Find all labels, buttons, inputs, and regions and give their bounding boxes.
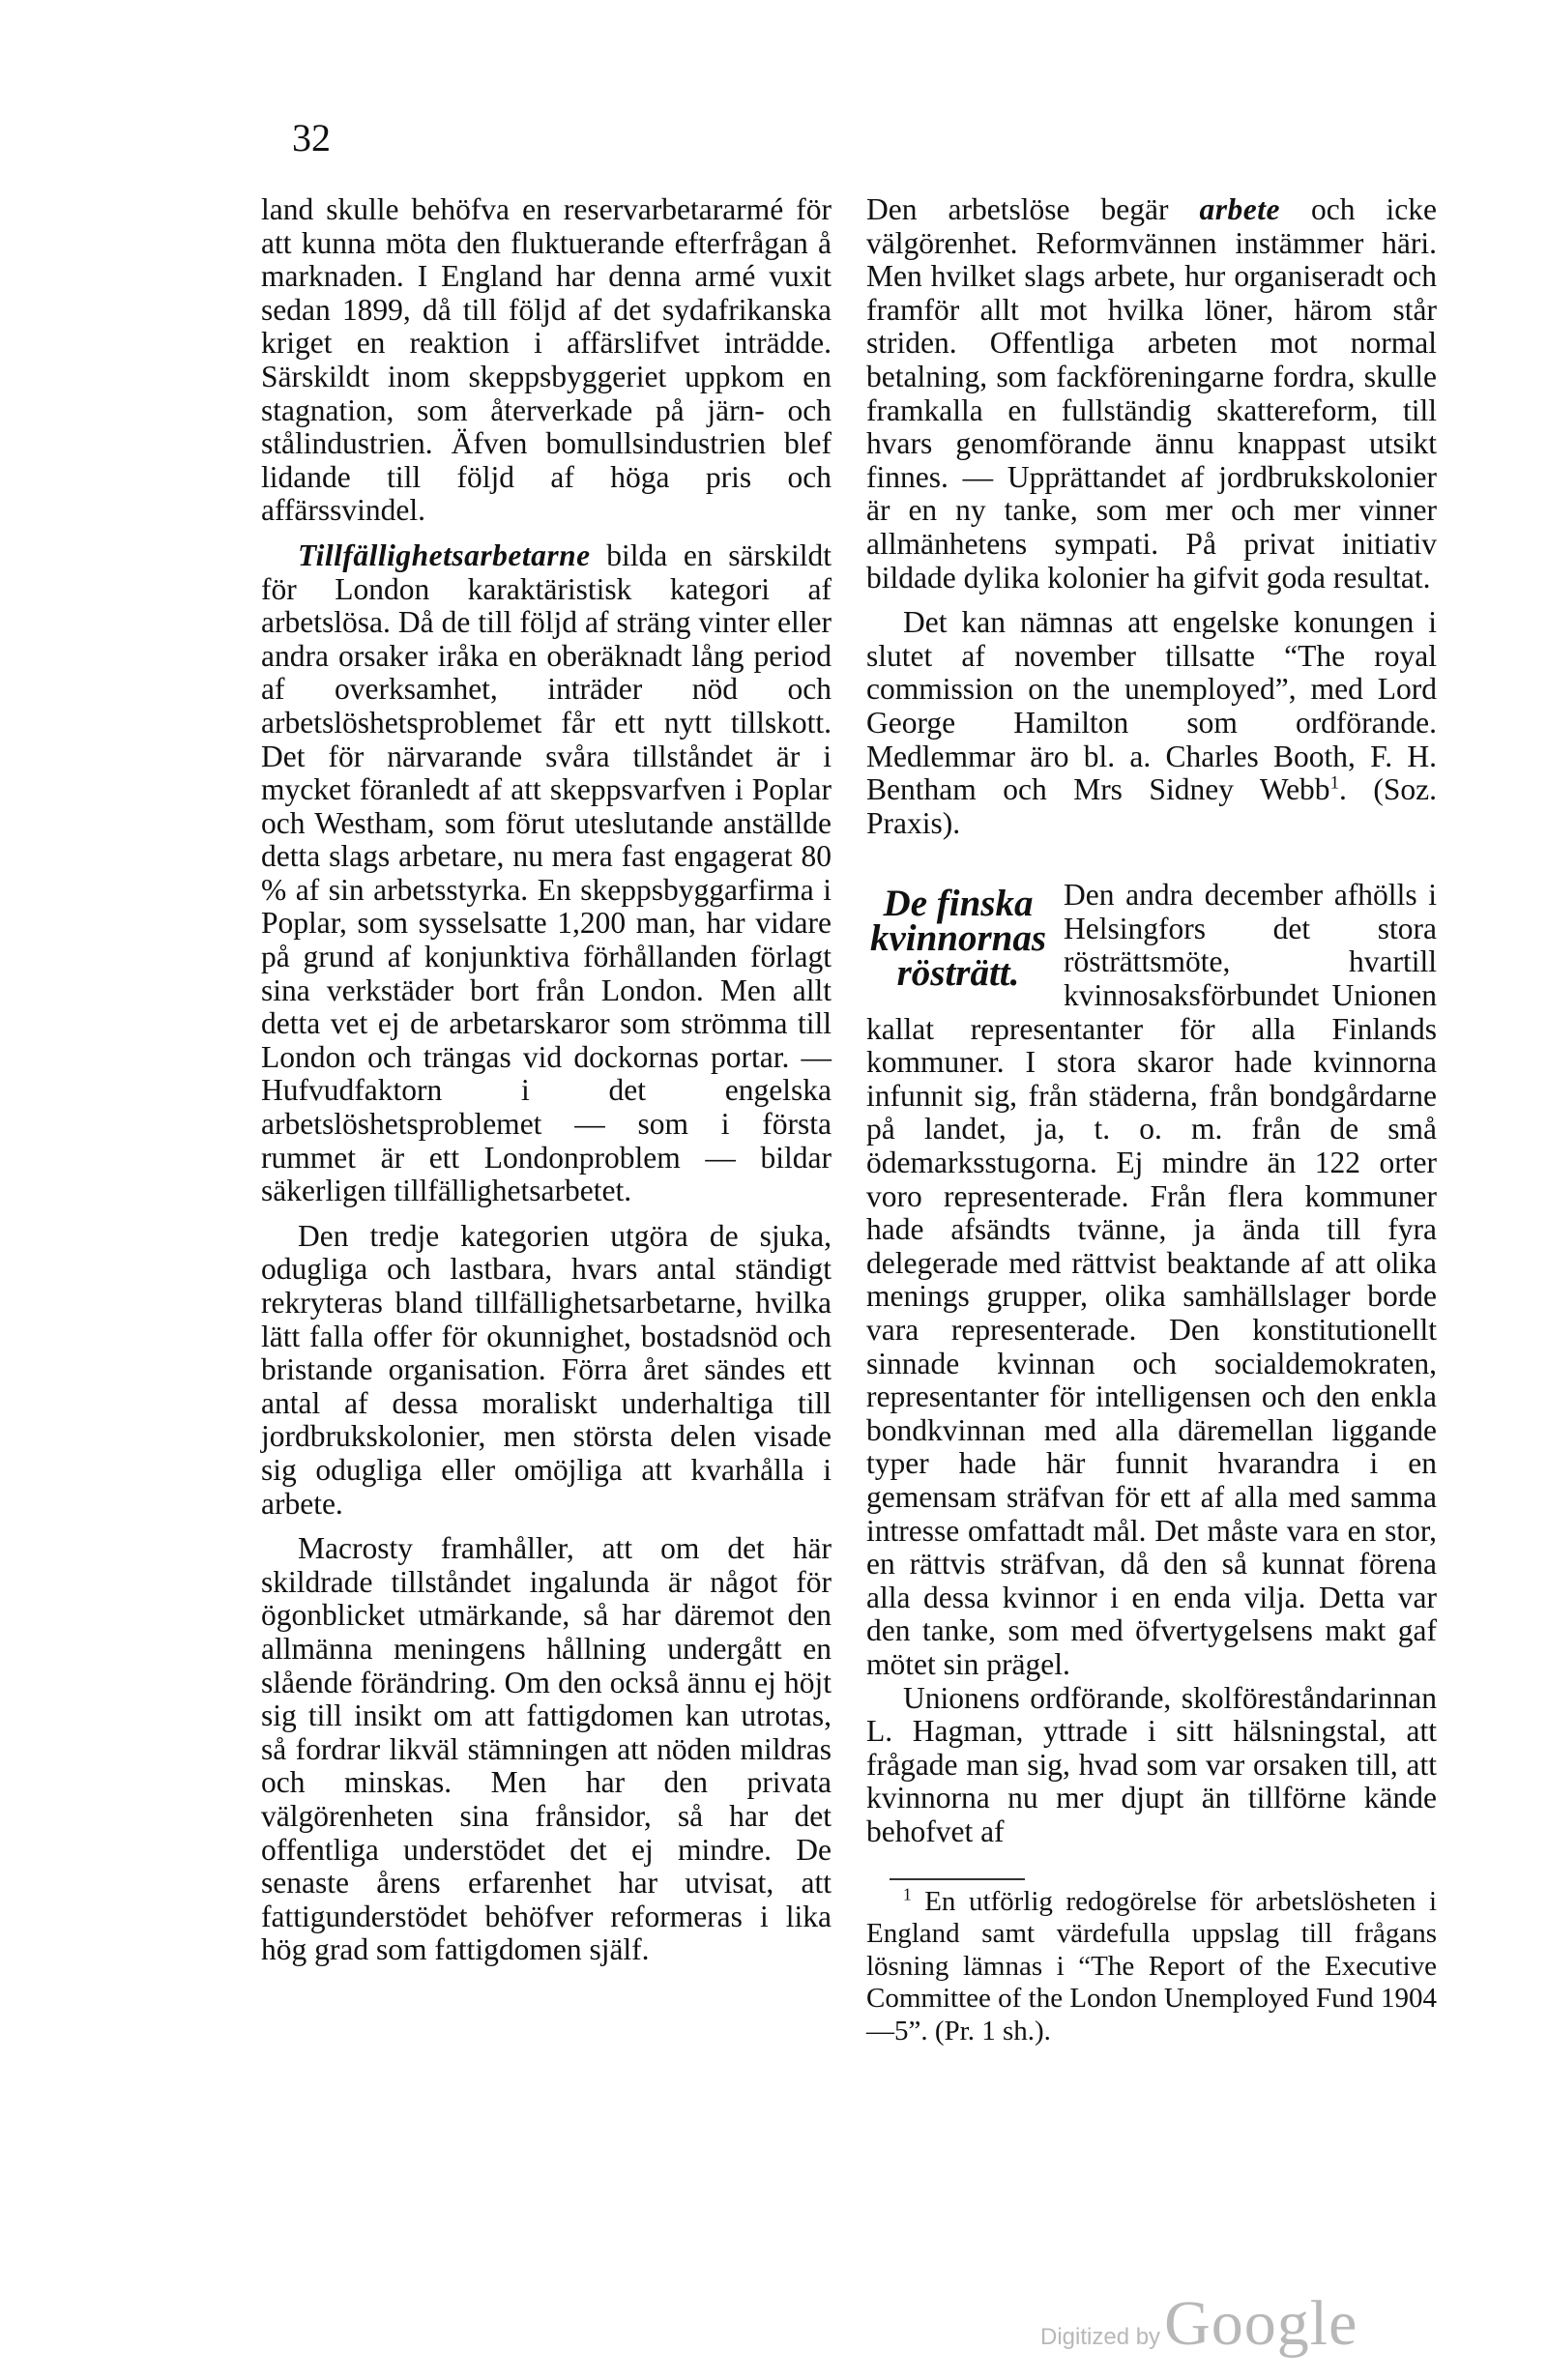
digitized-by-watermark xyxy=(1040,2287,1357,2361)
left-column xyxy=(261,193,832,1967)
right-column xyxy=(866,193,1437,2047)
footnote-divider xyxy=(890,1878,1025,1880)
side-heading-line: rösträtt. xyxy=(896,952,1020,995)
side-heading-line: De finska xyxy=(883,883,1034,925)
watermark-prefix: Digitized by xyxy=(1040,2324,1161,2350)
paragraph-royal-commission xyxy=(866,606,1437,840)
side-heading-line: kvinnornas xyxy=(869,917,1047,960)
paragraph-macrosty: Macrosty framhåller, att om det här skildrade tillståndet ingalunda är något för ögonblicket utmärkande, så har däremot den allmänna meningens hållning undergått en slående förändring. Om den också ännu ej höjt sig till insikt om att fattigdomen kan utrotas, så fordrar likväl stämningen att nöden mildras och minskas. Men har den privata välgörenheten sina frånsidor, så har det offentliga understödet det ej mindre. De senaste årens erfarenhet har utvisat, att fattigunderstödet behöfver reformeras i lika hög grad som fattigdomen själf. xyxy=(261,1531,832,1967)
emphasis-casual-workers: Tillfällighetsarbetarne xyxy=(298,537,591,572)
paragraph-unemployed-work xyxy=(866,193,1437,595)
text-run: . (Soz. Praxis). xyxy=(866,772,1437,840)
paragraph-helsinki-meeting: Den andra december afhölls i Helsingfors det stora rösträttsmöte, hvartill kvinnosaksförbundet Unionen kallat representanter för alla Finlands kommuner. I stora skaror hade kvinnorna infunnit sig, från städerna, från bondgårdarne på landet, ja, t. o. m. från de små ödemarksstugorna. Ej mindre än 122 orter voro representerade. Från flera kommuner hade afsändts tvänne, ja ända till fyra delegerade med rättvist beaktande af att olika menings grupper, olika samhällslager borde vara representerade. Den konstitutionellt sinnade kvinnan och socialdemokraten, representanter för intelligensen och den enkla bondkvinnan med alla däremellan liggande typer hade här funnit hvarandra i en gemensam sträfvan för ett af alla med samma intresse omfattadt mål. Det måste vara en stor, en rättvis sträfvan, då den så kunnat förena alla dessa kvinnor i en enda vilja. Detta var den tanke, som med öfvertygelsens makt gaf mötet sin prägel. xyxy=(866,878,1437,1681)
section-finnish-suffrage xyxy=(866,879,1437,1681)
paragraph-hagman-speech: Unionens ordförande, skolföreståndarinnan L. Hagman, yttrade i sitt hälsningstal, att frågade man sig, hvad som var orsaken till, att kvinnorna nu mer djupt än tillförne kände behofvet af xyxy=(866,1680,1437,1848)
text-run: och icke välgörenhet. Reformvännen instämmer häri. Men hvilket slags arbete, hur organiseradt och framför allt mot hvilka löner, härom står striden. Offentliga arbeten mot normal betalning, som fackföreningarne fordra, skulle framkalla en fullständig skattereform, till hvars genomförande ännu knappast utsikt finnes. — Upprättandet af jordbrukskolonier är en ny tanke, som mer och mer vinner allmänhetens sympati. På privat initiativ bildade dylika kolonier ha gifvit goda resultat. xyxy=(866,192,1437,595)
side-heading xyxy=(866,883,1050,995)
google-logo: Google xyxy=(1164,2288,1358,2359)
paragraph-reserve-army: land skulle behöfva en reservarbetararmé för att kunna möta den fluktuerande efterfrågan å marknaden. I England har denna armé vuxit sedan 1899, då till följd af det sydafrikanska kriget en reaktion i affärslifvet inträdde. Särskildt inom skeppsbyggeriet uppkom en stagnation, som återverkade på järn- och stålindustrien. Äfven bomullsindustrien blef lidande till följd af höga pris och affärssvindel. xyxy=(261,192,832,528)
footnote-marker: 1 xyxy=(903,1883,912,1903)
text-run: Den arbetslöse begär xyxy=(866,192,1200,226)
text-run: Det kan nämnas att engelske konungen i slutet af november tillsatte “The royal commission on the unemployed”, med Lord George Hamilton som ordförande. Medlemmar äro bl. a. Charles Booth, F. H. Bentham och Mrs Sidney Webb xyxy=(866,605,1437,807)
footnote-reference: 1 xyxy=(1329,772,1340,794)
paragraph-casual-workers xyxy=(261,539,832,1208)
paragraph-third-category: Den tredje kategorien utgöra de sjuka, odugliga och lastbara, hvars antal ständigt rekryteras bland tillfällighetsarbetarne, hvilka lätt falla offer för okunnighet, bostadsnöd och bristande organisation. Förra året sändes ett antal af dessa moraliskt underhaltiga till jordbrukskolonier, men största delen visade sig odugliga eller omöjliga att kvarhålla i arbete. xyxy=(261,1218,832,1521)
page-number: 32 xyxy=(292,116,331,160)
footnote-text: En utförlig redogörelse för arbetslösheten i England samt värdefulla uppslag till frågans lösning lämnas i “The Report of the Executive Committee of the London Unemployed Fund 1904—5”. (Pr. 1 sh.). xyxy=(866,1885,1437,2046)
paragraph-casual-workers-text: bilda en särskildt för London karaktäristisk kategori af arbetslösa. Då de till följd af sträng vinter eller andra orsaker iråka en oberäknadt lång period af overksamhet, inträder nöd och arbetslöshetsproblemet får ett nytt tillskott. Det för närvarande svåra tillståndet är i mycket föranledt af att skeppsvarfven i Poplar och Westham, som förut uteslutande anställde detta slags arbetare, nu mera fast engagerat 80 % af sin arbetsstyrka. En skeppsbyggarfirma i Poplar, som sysselsatte 1,200 man, har vidare på grund af konjunktiva förhållanden förlagt sina verkstäder bort från London. Men allt detta vet ej de arbetarskaror som strömma till London och trängas vid dockornas portar. — Hufvudfaktorn i det engelska arbetslöshetsproblemet — som i första rummet är ett Londonproblem — bildar säkerligen tillfällighetsarbetet. xyxy=(261,537,832,1208)
footnote xyxy=(866,1883,1437,2048)
emphasis-arbete: arbete xyxy=(1199,192,1280,226)
